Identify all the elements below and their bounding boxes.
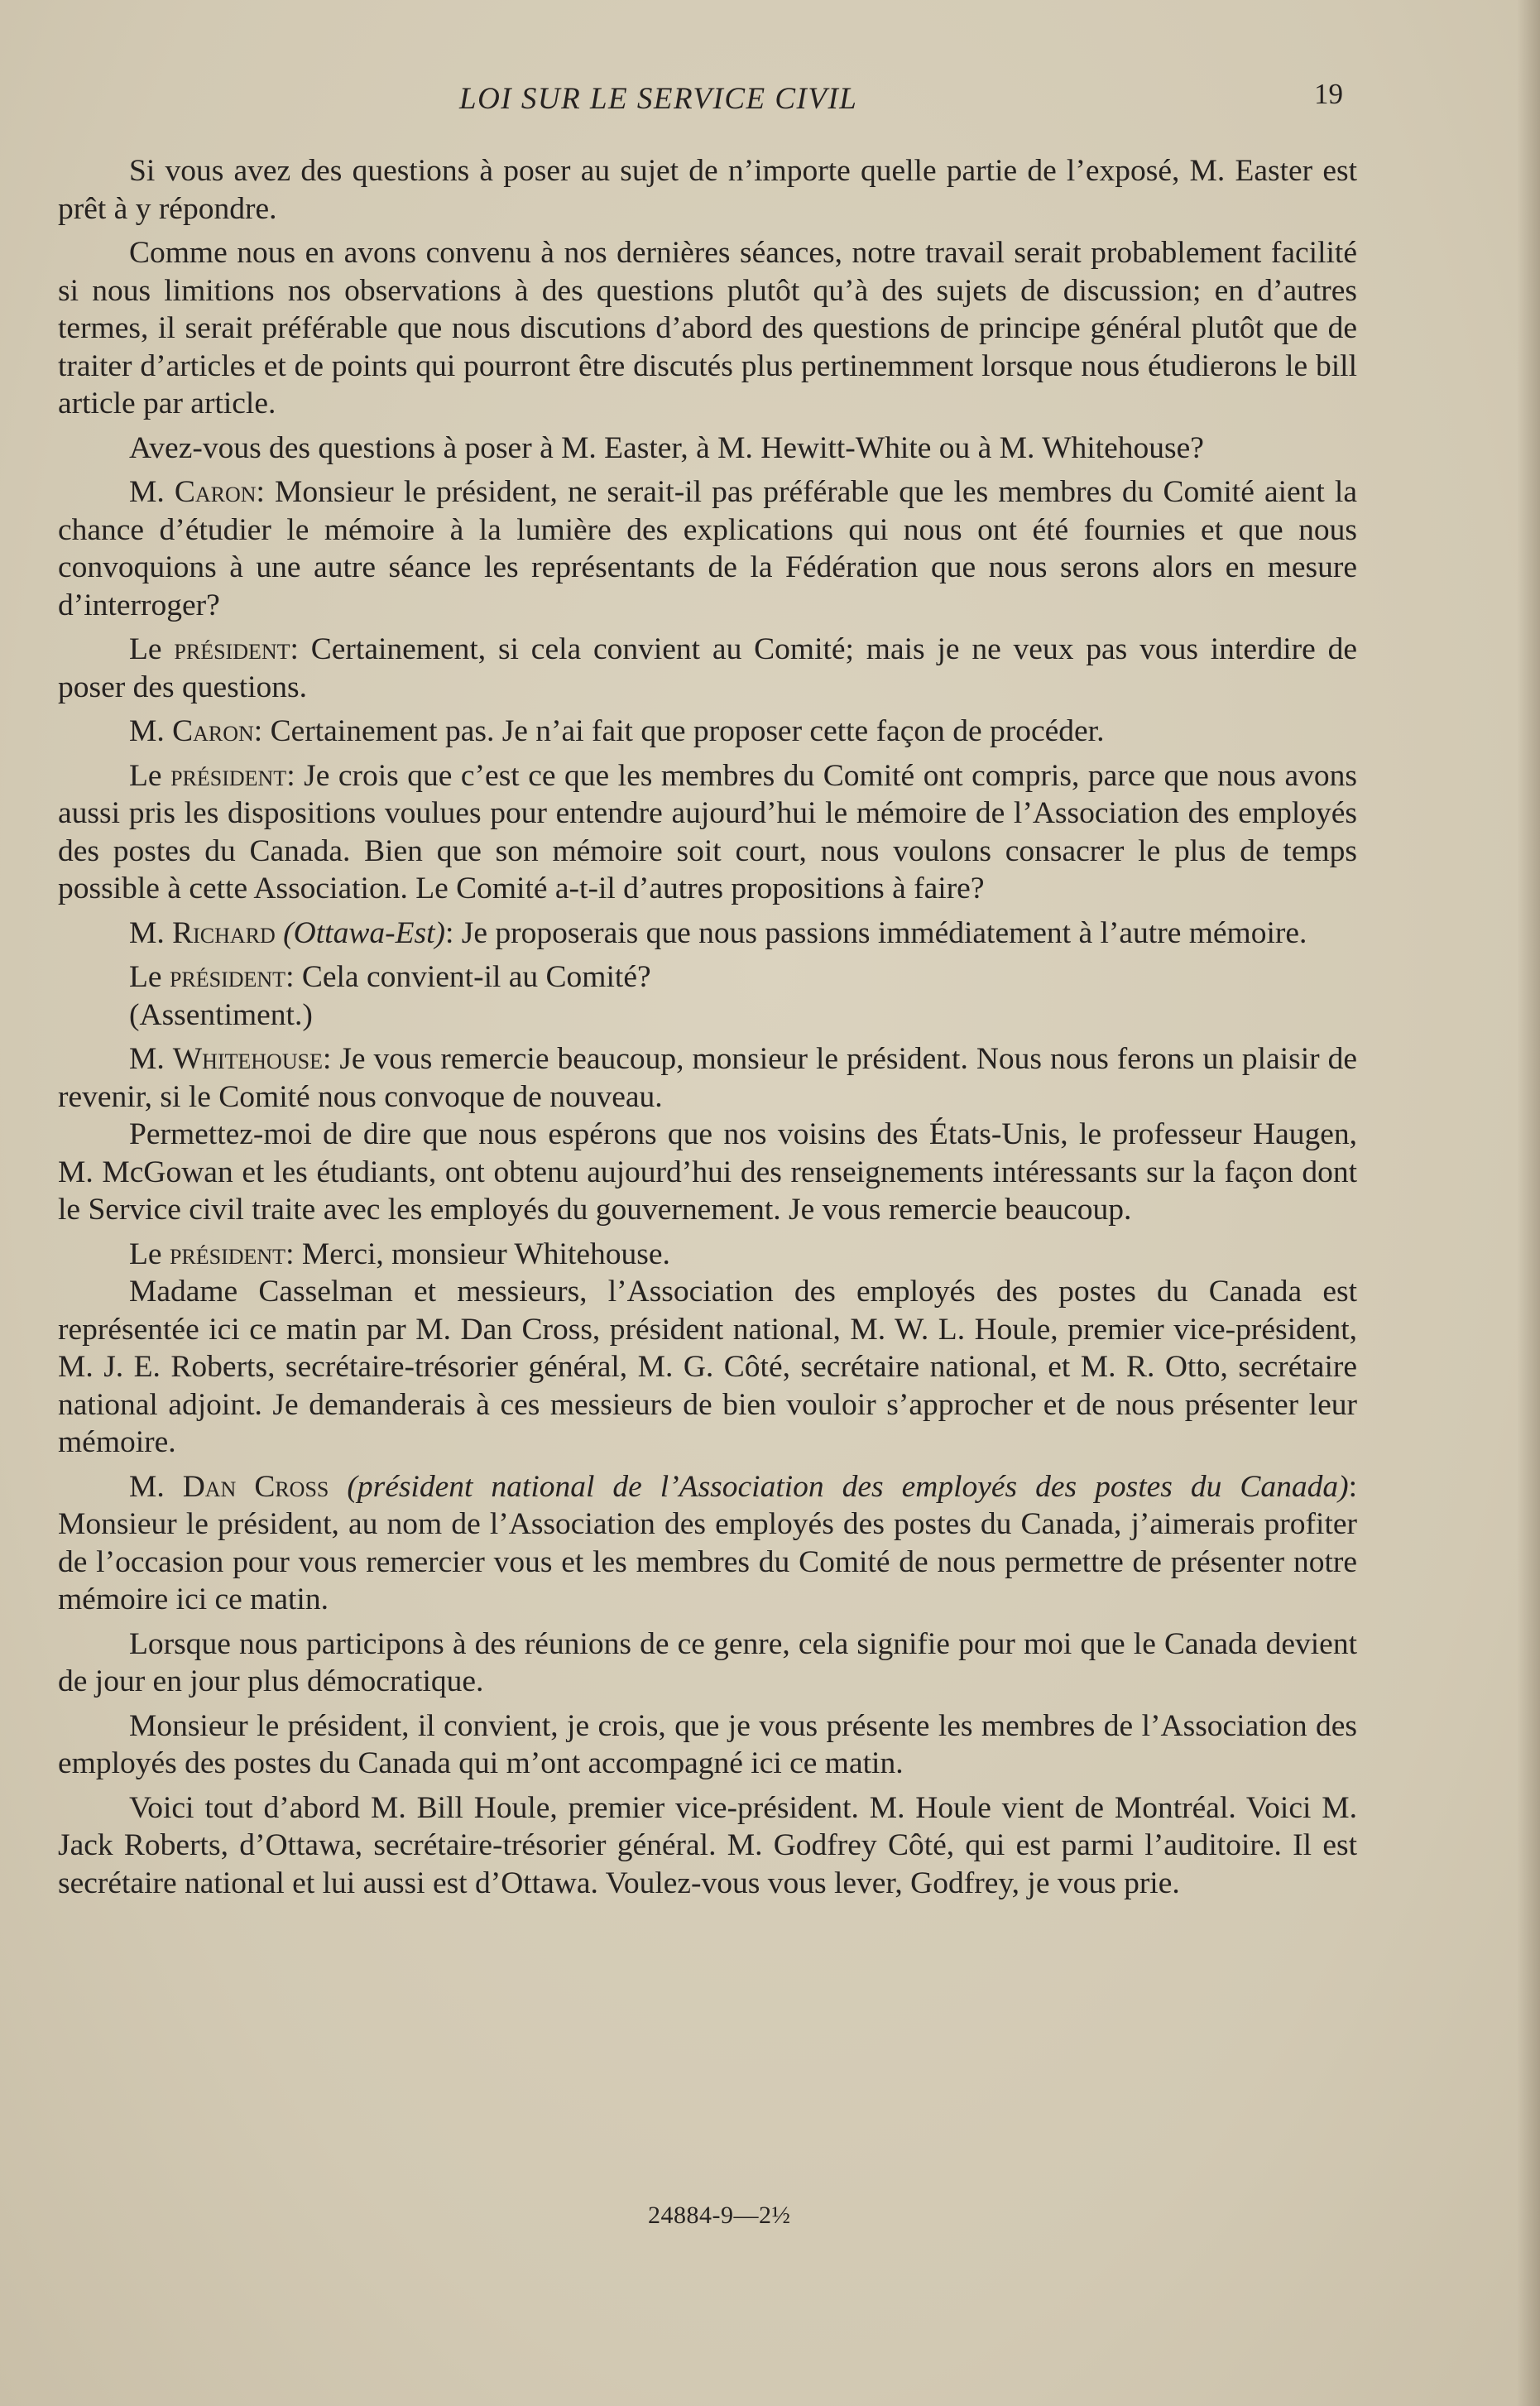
speaker-suffix: : xyxy=(1348,1469,1357,1504)
paragraph-text: Avez-vous des questions à poser à M. Easter, à M. Hewitt-White ou à M. Whitehouse? xyxy=(129,430,1204,465)
paragraph-text: Monsieur le président, ne serait-il pas préférable que les membres du Comité aient la chance d’étudier le mémoire à la lumière des explications qui nous ont été fournies et que nous convoquions à une autre séance les représentants de la Fédération que nous serons alors en mesure d’interroger? xyxy=(58,475,1357,622)
speaker-prefix: Le xyxy=(129,1237,170,1271)
running-header: LOI SUR LE SERVICE CIVIL xyxy=(459,82,858,116)
paragraph-text: Si vous avez des questions à poser au sujet de n’importe quelle partie de l’exposé, M. Easter est prêt à y répondre. xyxy=(58,154,1357,226)
speaker-suffix: : xyxy=(285,960,295,994)
paragraph-text: Certainement, si cela convient au Comité; mais je ne veux pas vous interdire de poser des questions. xyxy=(58,632,1358,704)
speaker-prefix: Le xyxy=(129,632,175,666)
speaker-prefix: Le xyxy=(129,758,171,793)
speaker-name: Caron xyxy=(172,714,254,748)
paragraph-text: Madame Casselman et messieurs, l’Association des employés des postes du Canada est représentée ici ce matin par M. Dan Cross, président national, M. W. L. Houle, premier vice-président, M. J. E. Roberts, secrétaire-trésorier général, M. G. Côté, secrétaire national, et M. R. Otto, secrétaire national adjoint. Je demanderais à ces messieurs de bien vouloir s’approcher et de nous présenter leur mémoire. xyxy=(58,1275,1357,1459)
speaker-name: président xyxy=(169,960,286,994)
paragraph xyxy=(58,1273,1357,1462)
speaker-prefix: M. xyxy=(129,1469,183,1504)
paragraph xyxy=(58,234,1357,423)
speaker-suffix: : xyxy=(285,1237,295,1271)
speaker-suffix: : xyxy=(253,714,263,748)
paragraph xyxy=(58,1707,1357,1783)
paragraph xyxy=(58,473,1357,624)
paragraph-text: Cela convient-il au Comité? xyxy=(294,960,651,994)
speaker-name: Whitehouse xyxy=(172,1042,323,1076)
speaker-name: président xyxy=(169,1237,286,1271)
paragraph-text: (Assentiment.) xyxy=(129,997,313,1032)
body-text xyxy=(58,152,1357,1909)
footer-signature-code: 24884-9—2½ xyxy=(648,2202,791,2229)
paragraph-text: Permettez-moi de dire que nous espérons que nos voisins des États-Unis, le professeur Haugen, M. McGowan et les étudiants, ont obtenu aujourd’hui des renseignements intéressants sur la façon dont le Service civil traite avec les employés du gouvernement. Je vous remercie beaucoup. xyxy=(58,1117,1357,1227)
speaker-prefix: M. xyxy=(129,714,173,748)
paragraph-text: Monsieur le président, au nom de l’Association des employés des postes du Canada, j’aimerais profiter de l’occasion pour vous remercier vous et les membres du Comité de nous permettre de présenter notre mémoire ici ce matin. xyxy=(58,1507,1357,1616)
paragraph xyxy=(58,1626,1357,1701)
speaker-suffix: : xyxy=(286,758,295,793)
paragraph-text: Lorsque nous participons à des réunions de ce genre, cela signifie pour moi que le Canada devient de jour en jour plus démocratique. xyxy=(58,1626,1357,1698)
speaker-name: Caron xyxy=(174,475,257,509)
speaker-prefix: M. xyxy=(129,915,173,950)
paragraph-text: Je crois que c’est ce que les membres du Comité ont compris, parce que nous avons aussi pris les dispositions voulues pour entendre aujourd’hui le mémoire de l’Association des employés des postes du Canada. Bien que son mémoire soit court, nous voulons consacrer le plus de temps possible à cette Association. Le Comité a-t-il d’autres propositions à faire? xyxy=(58,758,1357,905)
paragraph-text: Je vous remercie beaucoup, monsieur le président. Nous nous ferons un plaisir de revenir, si le Comité nous convoque de nouveau. xyxy=(58,1042,1357,1114)
paragraph xyxy=(58,1468,1357,1619)
speaker-name: président xyxy=(170,758,287,793)
paragraph-text: Je proposerais que nous passions immédiatement à l’autre mémoire. xyxy=(453,915,1307,950)
speaker-prefix: Le xyxy=(129,960,170,994)
paragraph xyxy=(58,430,1357,468)
speaker-name: président xyxy=(174,632,290,666)
paragraph xyxy=(58,631,1357,706)
paragraph xyxy=(58,915,1357,953)
speaker-prefix: M. xyxy=(129,1042,173,1076)
speaker-note: (Ottawa-Est) xyxy=(275,915,445,950)
paragraph xyxy=(58,1116,1357,1229)
speaker-suffix: : xyxy=(444,915,454,950)
speaker-suffix: : xyxy=(256,475,265,509)
paragraph xyxy=(58,152,1357,228)
paragraph xyxy=(58,1789,1357,1903)
paragraph xyxy=(58,958,1357,996)
speaker-note: (président national de l’Association des employés des postes du Canada) xyxy=(329,1469,1349,1504)
paragraph-text: Merci, monsieur Whitehouse. xyxy=(294,1237,670,1271)
paragraph xyxy=(58,996,1357,1035)
paragraph xyxy=(58,757,1357,908)
speaker-prefix: M. xyxy=(129,475,175,509)
speaker-suffix: : xyxy=(290,632,299,666)
page-number: 19 xyxy=(1314,78,1343,110)
paragraph-text: Monsieur le président, il convient, je crois, que je vous présente les membres de l’Association des employés des postes du Canada qui m’ont accompagné ici ce matin. xyxy=(58,1708,1357,1780)
page-edge-shadow xyxy=(1517,0,1540,2406)
paragraph xyxy=(58,713,1357,751)
paragraph xyxy=(58,1040,1357,1116)
speaker-name: Richard xyxy=(172,915,276,950)
paragraph xyxy=(58,1236,1357,1274)
paragraph-text: Certainement pas. Je n’ai fait que proposer cette façon de procéder. xyxy=(262,714,1105,748)
speaker-name: Dan Cross xyxy=(182,1469,329,1504)
paragraph-text: Voici tout d’abord M. Bill Houle, premier vice-président. M. Houle vient de Montréal. Voici M. Jack Roberts, d’Ottawa, secrétaire-trésorier général. M. Godfrey Côté, qui est parmi l’auditoire. Il est secrétaire national et lui aussi est d’Ottawa. Voulez-vous vous lever, Godfrey, je vous prie. xyxy=(58,1790,1357,1900)
speaker-suffix: : xyxy=(322,1042,332,1076)
paragraph-text: Comme nous en avons convenu à nos dernières séances, notre travail serait probablement facilité si nous limitions nos observations à des questions plutôt qu’à des sujets de discussion; en d’autres termes, il serait préférable que nous discutions d’abord des questions de principe général plutôt que de traiter d’articles et de points qui pourront être discutés plus pertinemment lorsque nous étudierons le bill article par article. xyxy=(58,236,1357,420)
